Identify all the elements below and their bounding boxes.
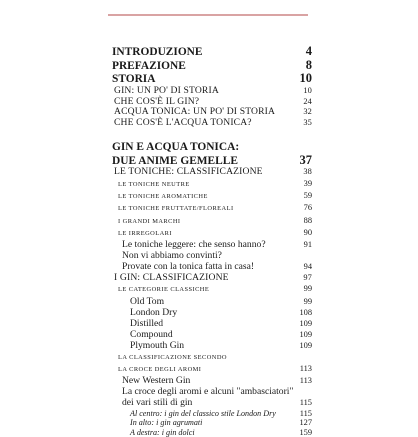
table-of-contents — [112, 45, 312, 437]
toc-label: LE TONICHE AROMATICHE — [118, 193, 208, 201]
toc-subentry-gin-class — [112, 273, 312, 284]
toc-smallcaps-entry — [112, 190, 312, 202]
toc-label: LE TONICHE FRUTTATE/FLOREALI — [118, 205, 234, 213]
toc-smallcaps-entry — [112, 202, 312, 214]
toc-page: 37 — [299, 152, 312, 167]
toc-subentry — [112, 86, 312, 97]
toc-smallcaps-entry — [112, 178, 312, 190]
toc-label: LA CROCE DEGLI AROMI — [118, 365, 202, 373]
toc-label: LE TONICHE NEUTRE — [118, 180, 190, 188]
toc-label: GIN: UN PO' DI STORIA — [114, 84, 219, 96]
toc-page: 32 — [303, 107, 312, 117]
toc-page: 127 — [299, 418, 312, 428]
toc-page: 38 — [303, 167, 312, 177]
toc-label: La croce degli aromi e alcuni "ambasciatori" — [122, 386, 294, 398]
toc-subentry-toniche — [112, 167, 312, 178]
toc-subentry — [112, 239, 312, 250]
toc-label: ACQUA TONICA: UN PO' DI STORIA — [114, 106, 276, 118]
toc-label: A destra: i gin dolci — [130, 427, 195, 437]
toc-page: 91 — [303, 239, 312, 249]
toc-page: 24 — [303, 96, 312, 106]
toc-page: 99 — [303, 284, 312, 294]
toc-label: Compound — [130, 329, 173, 341]
toc-page: 94 — [303, 262, 312, 272]
toc-page: 8 — [305, 57, 312, 72]
toc-label: LE CATEGORIE CLASSICHE — [118, 286, 210, 294]
toc-page: 97 — [303, 272, 312, 282]
toc-italic-entry — [112, 409, 312, 419]
toc-label: Al centro: i gin del classico stile London Dry — [130, 408, 276, 418]
toc-page: 115 — [299, 398, 312, 408]
toc-label: PREFAZIONE — [112, 59, 186, 72]
toc-entry-introduzione — [112, 45, 312, 59]
toc-page: 159 — [299, 427, 312, 437]
toc-subentry — [112, 318, 312, 329]
toc-label: I GRANDI MARCHI — [118, 217, 181, 225]
toc-entry-gin-title-line2 — [112, 154, 312, 168]
toc-entry-storia — [112, 72, 312, 86]
toc-page: 113 — [299, 363, 312, 373]
toc-page: 4 — [305, 44, 312, 58]
toc-subentry — [112, 386, 312, 397]
toc-page: 109 — [299, 330, 312, 340]
toc-label: Provate con la tonica fatta in casa! — [122, 261, 255, 273]
toc-label: Non vi abbiamo convinti? — [122, 250, 222, 262]
toc-label: LE TONICHE: CLASSIFICAZIONE — [114, 166, 263, 178]
toc-label: I GIN: CLASSIFICAZIONE — [114, 271, 229, 283]
toc-subentry — [112, 307, 312, 318]
toc-subentry — [112, 250, 312, 261]
toc-label: CHE COS'È L'ACQUA TONICA? — [114, 117, 252, 129]
toc-subentry — [112, 375, 312, 386]
toc-smallcaps-entry — [112, 352, 312, 363]
toc-page: 109 — [299, 318, 312, 328]
toc-page: 59 — [303, 191, 312, 201]
toc-page: 35 — [303, 118, 312, 128]
toc-label: CHE COS'È IL GIN? — [114, 95, 200, 107]
toc-entry-gin-title-line1 — [112, 141, 312, 154]
toc-page: 10 — [303, 85, 312, 95]
top-rule-divider — [108, 14, 308, 16]
toc-page: 115 — [299, 408, 312, 418]
toc-page: 108 — [299, 307, 312, 317]
toc-page: 109 — [299, 341, 312, 351]
toc-label: DUE ANIME GEMELLE — [112, 154, 238, 167]
toc-page: 10 — [299, 71, 312, 86]
toc-subentry — [112, 340, 312, 351]
toc-label: Old Tom — [130, 295, 165, 307]
toc-smallcaps-entry — [112, 215, 312, 227]
toc-label: In alto: i gin agrumati — [130, 418, 203, 428]
toc-smallcaps-entry — [112, 227, 312, 239]
toc-label: Distilled — [130, 317, 164, 329]
toc-smallcaps-entry — [112, 283, 312, 295]
toc-page: 76 — [303, 203, 312, 213]
toc-page: 113 — [299, 376, 312, 385]
toc-label: LA CLASSIFICAZIONE SECONDO — [118, 353, 227, 361]
toc-label: STORIA — [112, 73, 156, 86]
toc-subentry — [112, 397, 312, 408]
toc-page: 90 — [303, 227, 312, 237]
toc-label: LE IRREGOLARI — [118, 229, 172, 237]
toc-label: dei vari stili di gin — [122, 397, 193, 409]
toc-label: Plymouth Gin — [130, 340, 185, 352]
toc-subentry — [112, 329, 312, 340]
toc-subentry — [112, 118, 312, 129]
toc-italic-entry — [112, 428, 312, 437]
toc-subentry — [112, 261, 312, 272]
toc-page: 39 — [303, 178, 312, 188]
toc-page: 99 — [303, 296, 312, 306]
toc-italic-entry — [112, 418, 312, 428]
toc-label: Le toniche leggere: che senso hanno? — [122, 238, 266, 250]
toc-label: INTRODUZIONE — [112, 46, 203, 58]
toc-entry-prefazione — [112, 59, 312, 73]
toc-label: London Dry — [130, 306, 178, 318]
toc-label: GIN E ACQUA TONICA: — [112, 140, 240, 153]
toc-page: 88 — [303, 215, 312, 225]
toc-label: New Western Gin — [122, 375, 191, 386]
toc-subentry — [112, 296, 312, 307]
toc-smallcaps-entry — [112, 363, 312, 375]
